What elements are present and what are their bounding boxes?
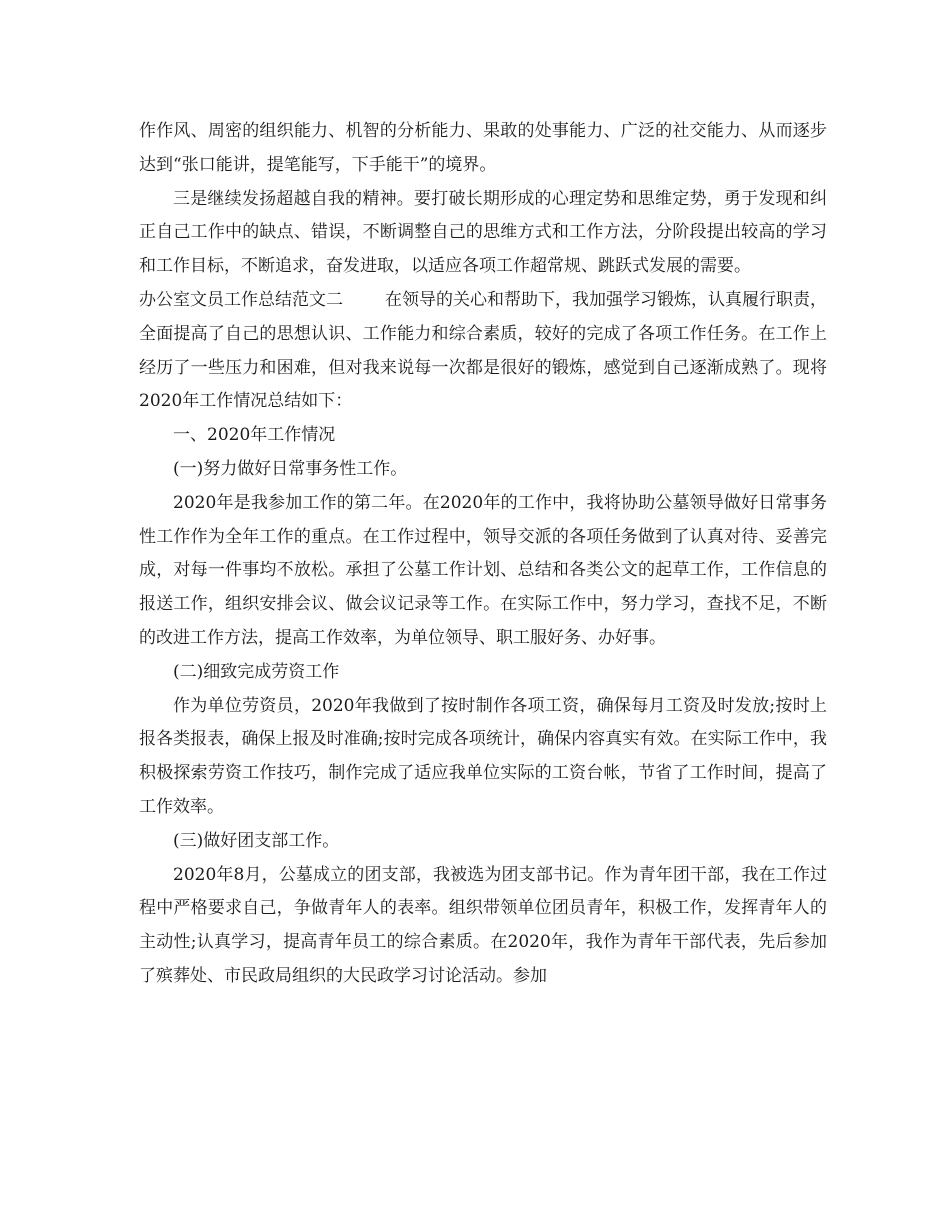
section-title: 办公室文员工作总结范文二 (139, 289, 343, 310)
paragraph: 三是继续发扬超越自我的精神。要打破长期形成的心理定势和思维定势，勇于发现和纠正自己工作中的缺点、错误，不断调整自己的思维方式和工作方法，分阶段提出较高的学习和工作目标，不断追求，奋发进取，以适应各项工作超常规、跳跃式发展的需要。 (139, 188, 827, 277)
subheading: (一)努力做好日常事务性工作。 (173, 458, 408, 479)
paragraph: 作为单位劳资员，2020年我做到了按时制作各项工资，确保每月工资及时发放;按时上报各类报表，确保上报及时准确;按时完成各项统计，确保内容真实有效。在实际工作中，我积极探索劳资工作技巧，制作完成了适应我单位实际的工资台帐，节省了工作时间，提高了工作效率。 (139, 695, 827, 817)
section-intro: 在领导的关心和帮助下，我加强学习锻炼，认真履行职责，全面提高了自己的思想认识、工作能力和综合素质，较好的完成了各项工作任务。在工作上经历了一些压力和困难，但对我来说每一次都是很好的锻炼，感觉到自己逐渐成熟了。现将2020年工作情况总结如下： (139, 289, 827, 412)
paragraph: 2020年是我参加工作的第二年。在2020年的工作中，我将协助公墓领导做好日常事务性工作作为全年工作的重点。在工作过程中，领导交派的各项任务做到了认真对待、妥善完成，对每一件事均不放松。承担了公墓工作计划、总结和各类公文的起草工作，工作信息的报送工作，组织安排会议、做会议记录等工作。在实际工作中，努力学习，查找不足，不断的改进工作方法，提高工作效率，为单位领导、职工服好务、办好事。 (139, 492, 827, 648)
document-body (139, 115, 827, 994)
paragraph: 2020年8月，公墓成立的团支部，我被选为团支部书记。作为青年团干部，我在工作过程中严格要求自己，争做青年人的表率。组织带领单位团员青年，积极工作，发挥青年人的主动性;认真学习，提高青年员工的综合素质。在2020年，我作为青年干部代表，先后参加了殡葬处、市民政局组织的大民政学习讨论活动。参加 (139, 864, 827, 986)
section-paragraph (139, 284, 827, 419)
heading: 一、2020年工作情况 (173, 425, 336, 446)
subheading: (三)做好团支部工作。 (173, 830, 340, 851)
subheading: (二)细致完成劳资工作 (173, 661, 340, 682)
paragraph: 作作风、周密的组织能力、机智的分析能力、果敢的处事能力、广泛的社交能力、从而逐步达到“张口能讲，提笔能写，下手能干”的境界。 (139, 121, 827, 175)
